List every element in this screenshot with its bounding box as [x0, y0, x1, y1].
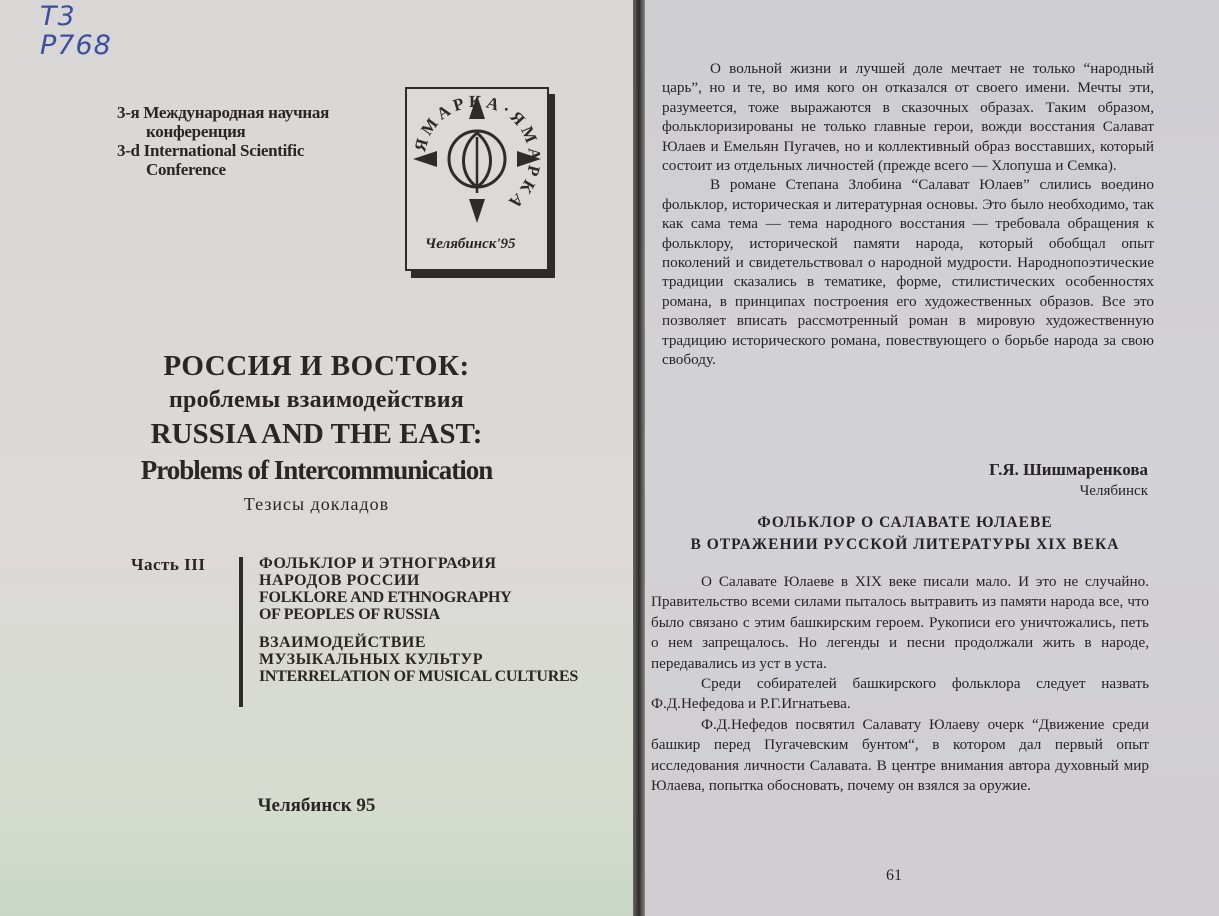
conference-line-ru: конференция	[146, 122, 246, 141]
title-ru: РОССИЯ И ВОСТОК:	[163, 350, 470, 382]
shelfmark-line: Т3	[40, 1, 76, 32]
topic-line: INTERRELATION OF MUSICAL CULTURES	[259, 668, 578, 685]
part-divider	[239, 557, 243, 707]
paragraph: В романе Степана Злобина “Салават Юлаев” слились воедино фольклор, историческая и литературная основы. Это было необходимо, так как сама тема — тема народного восстания — требовала обращения к фольклору, исторической памяти народа, который обобщал опыт поколений и свидетельствовал о народной мудрости. Народнопоэтические традиции сказались в тематике, форме, стилистических особенностях романа, в принципах построения его художественных образов. Все это позволяет вписать рассмотренный роман в мировую художественную традицию исторического романа, повествующего о борьбе народа за свою свободу.	[662, 176, 1154, 369]
logo-ring-text: ЯМАРКА·ЯМАРКА	[410, 91, 545, 215]
topic-line: OF PEOPLES OF RUSSIA	[259, 606, 440, 623]
article-title-line: В ОТРАЖЕНИИ РУССКОЙ ЛИТЕРАТУРЫ XIX ВЕКА	[690, 536, 1120, 553]
paragraph: О Салавате Юлаеве в XIX веке писали мало. И это не случайно. Правительство всеми силами пыталось вытравить из памяти народа все, что было связано с этим башкирским героем. Рукописи его уничтожались, петь о нем запрещалось. Но легенды и песни продолжали жить в народе, передавались из уст в уста.	[651, 573, 1149, 672]
book-title	[0, 348, 633, 518]
article-text	[651, 572, 1149, 796]
conference-line-en: 3-d International Scientific	[117, 141, 305, 160]
conference-line-ru: 3-я Международная научная	[117, 103, 330, 122]
author-city: Челябинск	[1079, 483, 1148, 499]
paragraph: Ф.Д.Нефедов посвятил Салавату Юлаеву очерк “Движение среди башкир перед Пугачевским бунтом“, в котором дал первый опыт исследования личности Салавата. В центре внимания автора духовный мир Юлаева, попытка обосновать, почему он взялся за оружие.	[651, 715, 1149, 795]
page-text	[662, 59, 1154, 370]
conference-logo	[405, 87, 549, 271]
part-topics	[259, 555, 578, 685]
part-label: Часть III	[131, 555, 206, 574]
cover-city: Челябинск 95	[257, 795, 376, 816]
article-title-line: ФОЛЬКЛОР О САЛАВАТЕ ЮЛАЕВЕ	[757, 514, 1053, 531]
page-number: 61	[886, 867, 902, 884]
topic-line: МУЗЫКАЛЬНЫХ КУЛЬТУР	[259, 651, 484, 668]
article-author: Г.Я. Шишмаренкова	[989, 460, 1148, 479]
conference-label	[117, 103, 329, 179]
topic-line: ФОЛЬКЛОР И ЭТНОГРАФИЯ	[259, 555, 497, 572]
conference-line-en: Conference	[146, 160, 226, 179]
shelfmark-line: Р768	[40, 30, 112, 61]
compass-leaf-emblem-icon	[407, 89, 547, 229]
topic-line: ВЗАИМОДЕЙСТВИЕ	[259, 634, 427, 651]
article-title	[662, 512, 1148, 556]
title-en: RUSSIA AND THE EAST:	[150, 418, 483, 450]
paragraph: Среди собирателей башкирского фольклора следует назвать Ф.Д.Нефедова и Р.Г.Игнатьева.	[651, 675, 1149, 713]
abstracts-label: Тезисы докладов	[243, 494, 390, 514]
subtitle-en: Problems of Intercommunication	[140, 455, 493, 485]
topic-line: FOLKLORE AND ETHNOGRAPHY	[259, 589, 512, 606]
topic-line: НАРОДОВ РОССИИ	[259, 572, 420, 589]
logo-caption: Челябинск'95	[425, 236, 516, 252]
library-shelfmark	[40, 2, 112, 60]
book-page	[645, 0, 1219, 916]
book-spine	[633, 0, 645, 916]
paragraph: О вольной жизни и лучшей доле мечтает не только “народный царь”, но и те, во имя кого он отказался от своего имени. Мечты эти, разумеется, тоже выражаются в сказочных образах. Таким образом, фольклоризированы не только главные герои, вожди восстания Салават Юлаев и Емельян Пугачев, но и коллективный образ восставших, который состоит из отдельных личностей (прежде всего — Хлопуша и Семка).	[662, 60, 1154, 175]
subtitle-ru: проблемы взаимодействия	[169, 387, 464, 413]
